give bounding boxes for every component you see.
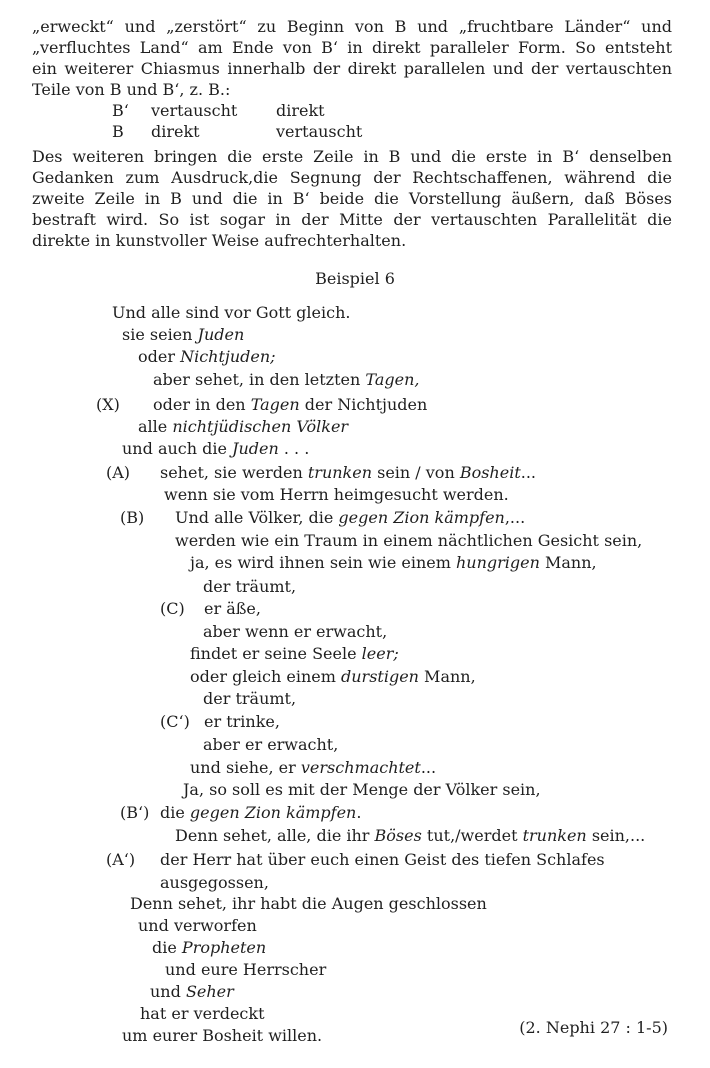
verse-emphasis: Propheten xyxy=(181,938,267,957)
verse-line xyxy=(112,302,350,323)
verse-text: sein / von xyxy=(372,463,460,482)
verse-text: sein,... xyxy=(586,826,646,845)
verse-text: ,... xyxy=(504,508,526,527)
verse-text: und eure Herrscher xyxy=(165,960,327,979)
verse-text: Denn sehet, ihr habt die Augen geschlossen xyxy=(130,894,487,913)
verse-emphasis: gegen Zion kämpfen xyxy=(189,803,357,822)
verse-text: er äße, xyxy=(204,599,261,618)
verse-line xyxy=(203,734,338,755)
verse-line xyxy=(190,666,476,687)
verse-label: (B‘) xyxy=(120,803,150,822)
verse-text: Mann, xyxy=(418,667,476,686)
verse-text: hat er verdeckt xyxy=(140,1004,265,1023)
verse-line xyxy=(165,959,326,980)
verse-text: . . . xyxy=(278,439,310,458)
para2-line-3: zweite Zeile in B und die in B‘ beide die Vorstellung äußern, daß Böses xyxy=(32,189,672,208)
intro-line-2: „verfluchtes Land“ am Ende von B‘ in direkt paralleler Form. So entsteht xyxy=(32,38,672,57)
verse-text: findet er seine Seele xyxy=(190,644,362,663)
verse-text: und verworfen xyxy=(138,916,257,935)
verse-line xyxy=(203,621,387,642)
verse-emphasis: Tagen xyxy=(250,395,300,414)
verse-text: oder xyxy=(138,347,181,366)
scheme-col1-2: direkt xyxy=(151,122,200,141)
verse-emphasis: leer; xyxy=(361,644,399,663)
verse-line xyxy=(160,462,536,483)
verse-line xyxy=(204,598,261,619)
para2-line-1: Des weiteren bringen die erste Zeile in B und die erste in B‘ denselben xyxy=(32,147,672,166)
verse-line xyxy=(122,438,309,459)
verse-text: tut,/werdet xyxy=(421,826,523,845)
intro-line-4: Teile von B und B‘, z. B.: xyxy=(32,80,231,99)
verse-text: ... xyxy=(520,463,537,482)
verse-emphasis: hungrigen xyxy=(455,553,540,572)
verse-line xyxy=(130,893,487,914)
scheme-col2-2: vertauscht xyxy=(276,122,363,141)
verse-line xyxy=(175,507,525,528)
para2-line-4: bestraft wird. So ist sogar in der Mitte der vertauschten Parallelität die xyxy=(32,210,672,229)
verse-line xyxy=(150,981,234,1002)
verse-line xyxy=(160,802,361,823)
verse-text: ja, es wird ihnen sein wie einem xyxy=(190,553,456,572)
verse-text: Denn sehet, alle, die ihr xyxy=(175,826,375,845)
verse-text: und xyxy=(150,982,186,1001)
verse-text: und siehe, er xyxy=(190,758,301,777)
verse-text: der träumt, xyxy=(203,577,297,596)
verse-label: (A‘) xyxy=(106,850,136,869)
verse-emphasis: durstigen xyxy=(341,667,419,686)
verse-line xyxy=(190,552,597,573)
verse-text: der träumt, xyxy=(203,689,297,708)
verse-emphasis: nichtjüdischen Völker xyxy=(172,417,349,436)
verse-line xyxy=(175,530,642,551)
verse-emphasis: Bosheit xyxy=(459,463,521,482)
verse-text: der Herr hat über euch einen Geist des tiefen Schlafes xyxy=(160,850,605,869)
scheme-col2-1: direkt xyxy=(276,101,325,120)
verse-line xyxy=(164,484,509,505)
verse-line xyxy=(160,849,605,870)
verse-line xyxy=(138,915,257,936)
verse-text: aber wenn er erwacht, xyxy=(203,622,388,641)
source-citation: (2. Nephi 27 : 1-5) xyxy=(519,1018,668,1037)
verse-text: Und alle Völker, die xyxy=(175,508,339,527)
scheme-label-1: B‘ xyxy=(112,101,129,120)
verse-label: (X) xyxy=(96,395,120,414)
verse-text: alle xyxy=(138,417,173,436)
verse-text: aber er erwacht, xyxy=(203,735,339,754)
verse-text: er trinke, xyxy=(204,712,280,731)
verse-label: (C‘) xyxy=(160,712,190,731)
verse-line xyxy=(203,576,296,597)
verse-emphasis: trunken xyxy=(307,463,373,482)
verse-line xyxy=(190,757,436,778)
verse-emphasis: gegen Zion kämpfen xyxy=(338,508,505,527)
verse-text: oder gleich einem xyxy=(190,667,341,686)
intro-paragraph xyxy=(32,16,672,100)
verse-line xyxy=(122,324,244,345)
verse-text: werden wie ein Traum in einem nächtlichen Gesicht sein, xyxy=(175,531,643,550)
verse-line xyxy=(152,937,266,958)
verse-emphasis: Juden xyxy=(232,439,279,458)
verse-text: Ja, so soll es mit der Menge der Völker sein, xyxy=(183,780,541,799)
intro-line-1: „erweckt“ und „zerstört“ zu Beginn von B und „fruchtbare Länder“ und xyxy=(32,17,672,36)
verse-text: oder in den xyxy=(153,395,251,414)
verse-text: aber sehet, in den letzten xyxy=(153,370,366,389)
verse-text: ... xyxy=(420,758,437,777)
verse-line xyxy=(153,394,427,415)
verse-emphasis: verschmachtet xyxy=(300,758,421,777)
verse-text: Und alle sind vor Gott gleich. xyxy=(112,303,351,322)
verse-line xyxy=(153,369,419,390)
verse-text: und auch die xyxy=(122,439,233,458)
verse-line xyxy=(160,872,269,893)
intro-line-3: ein weiterer Chiasmus innerhalb der direkt parallelen und der vertauschten xyxy=(32,59,672,78)
verse-text: wenn sie vom Herrn heimgesucht werden. xyxy=(164,485,509,504)
para2-line-5: direkte in kunstvoller Weise aufrechterhalten. xyxy=(32,231,407,250)
verse-line xyxy=(140,1003,265,1024)
verse-line xyxy=(183,779,541,800)
scheme-label-2: B xyxy=(112,122,124,141)
verse-text: um eurer Bosheit willen. xyxy=(122,1026,323,1045)
verse-text: sie seien xyxy=(122,325,198,344)
verse-line xyxy=(203,688,296,709)
verse-text: ausgegossen, xyxy=(160,873,269,892)
para2-line-2: Gedanken zum Ausdruck,die Segnung der Rechtschaffenen, während die xyxy=(32,168,672,187)
example-heading: Beispiel 6 xyxy=(315,269,395,288)
verse-emphasis: Juden xyxy=(197,325,245,344)
verse-label: (B) xyxy=(120,508,145,527)
paragraph-2 xyxy=(32,146,672,251)
verse-text: die xyxy=(152,938,182,957)
verse-text: die xyxy=(160,803,190,822)
verse-line xyxy=(138,346,276,367)
verse-emphasis: Nichtjuden; xyxy=(180,347,276,366)
verse-line xyxy=(122,1025,322,1046)
verse-line xyxy=(175,825,645,846)
verse-text: sehet, sie werden xyxy=(160,463,308,482)
verse-text: Mann, xyxy=(539,553,597,572)
verse-emphasis: Böses xyxy=(374,826,422,845)
verse-text: der Nichtjuden xyxy=(299,395,428,414)
verse-label: (C) xyxy=(160,599,185,618)
verse-line xyxy=(204,711,280,732)
verse-emphasis: Tagen, xyxy=(365,370,420,389)
verse-line xyxy=(190,643,399,664)
verse-emphasis: trunken xyxy=(522,826,587,845)
scheme-col1-1: vertauscht xyxy=(151,101,238,120)
verse-label: (A) xyxy=(106,463,131,482)
verse-line xyxy=(138,416,348,437)
verse-emphasis: Seher xyxy=(185,982,234,1001)
verse-text: . xyxy=(356,803,362,822)
